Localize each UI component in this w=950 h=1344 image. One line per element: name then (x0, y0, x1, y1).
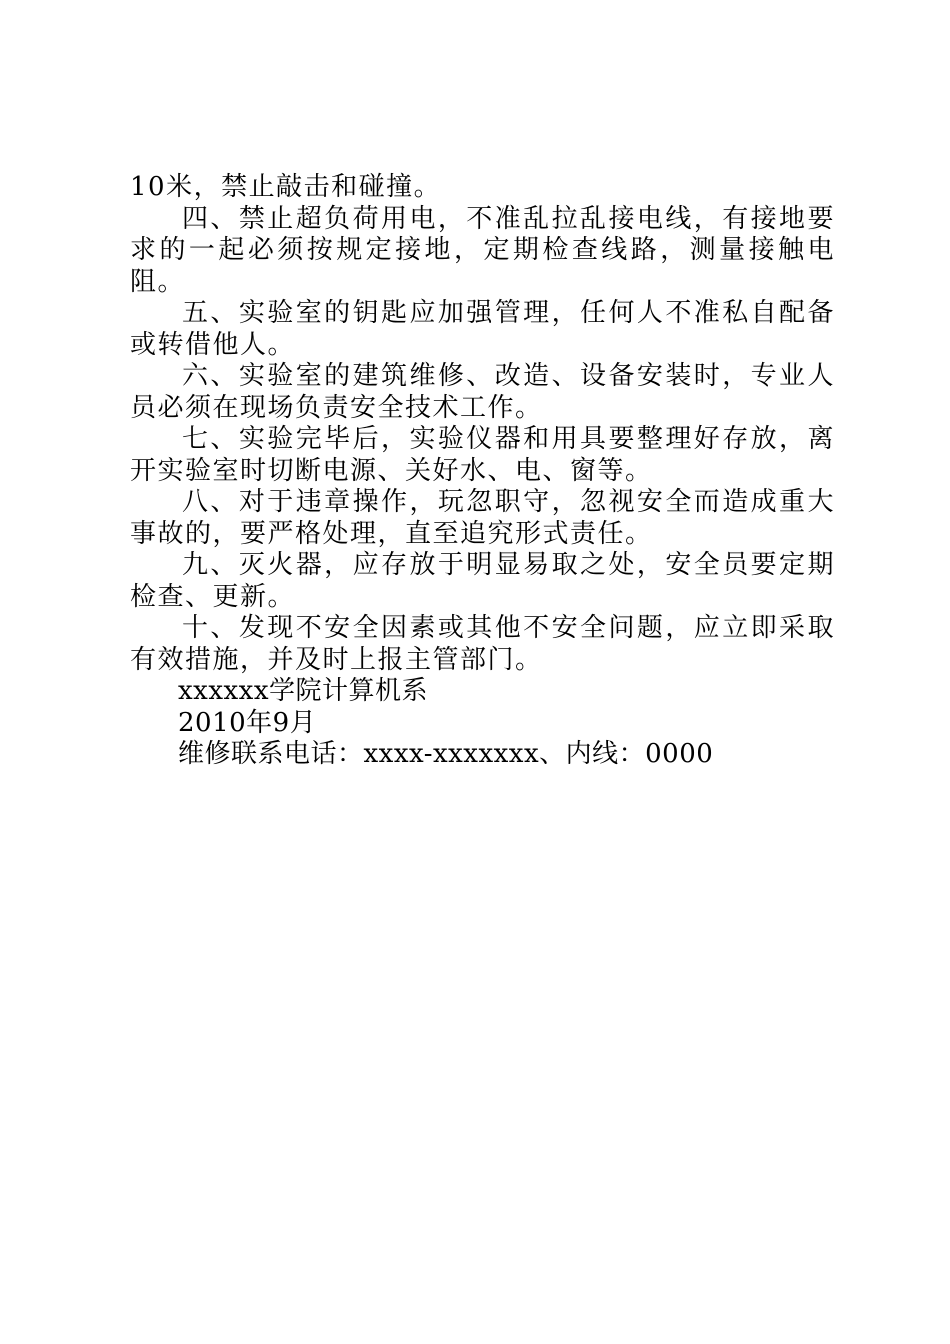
rule-4: 四、禁止超负荷用电，不准乱拉乱接电线，有接地要求的一起必须按规定接地，定期检查线路，测量接触电阻。 (130, 203, 835, 297)
signature-contact: 维修联系电话：xxxx-xxxxxxx、内线：0000 (178, 739, 714, 769)
rule-6: 六、实验室的建筑维修、改造、设备安装时，专业人员必须在现场负责安全技术工作。 (130, 361, 835, 423)
document-body (130, 172, 835, 771)
rule-10: 十、发现不安全因素或其他不安全问题，应立即采取有效措施，并及时上报主管部门。 (130, 613, 835, 675)
rule-7: 七、实验完毕后，实验仪器和用具要整理好存放，离开实验室时切断电源、关好水、电、窗等。 (130, 424, 835, 486)
rule-5: 五、实验室的钥匙应加强管理，任何人不准私自配备或转借他人。 (130, 298, 835, 360)
rule-9: 九、灭火器，应存放于明显易取之处，安全员要定期检查、更新。 (130, 550, 835, 612)
rule-8: 八、对于违章操作，玩忽职守，忽视安全而造成重大事故的，要严格处理，直至追究形式责任。 (130, 487, 835, 549)
continuation-paragraph: 10米，禁止敲击和碰撞。 (130, 172, 442, 202)
signature-date: 2010年9月 (178, 707, 317, 738)
signature-organization: xxxxxx学院计算机系 (178, 676, 428, 706)
